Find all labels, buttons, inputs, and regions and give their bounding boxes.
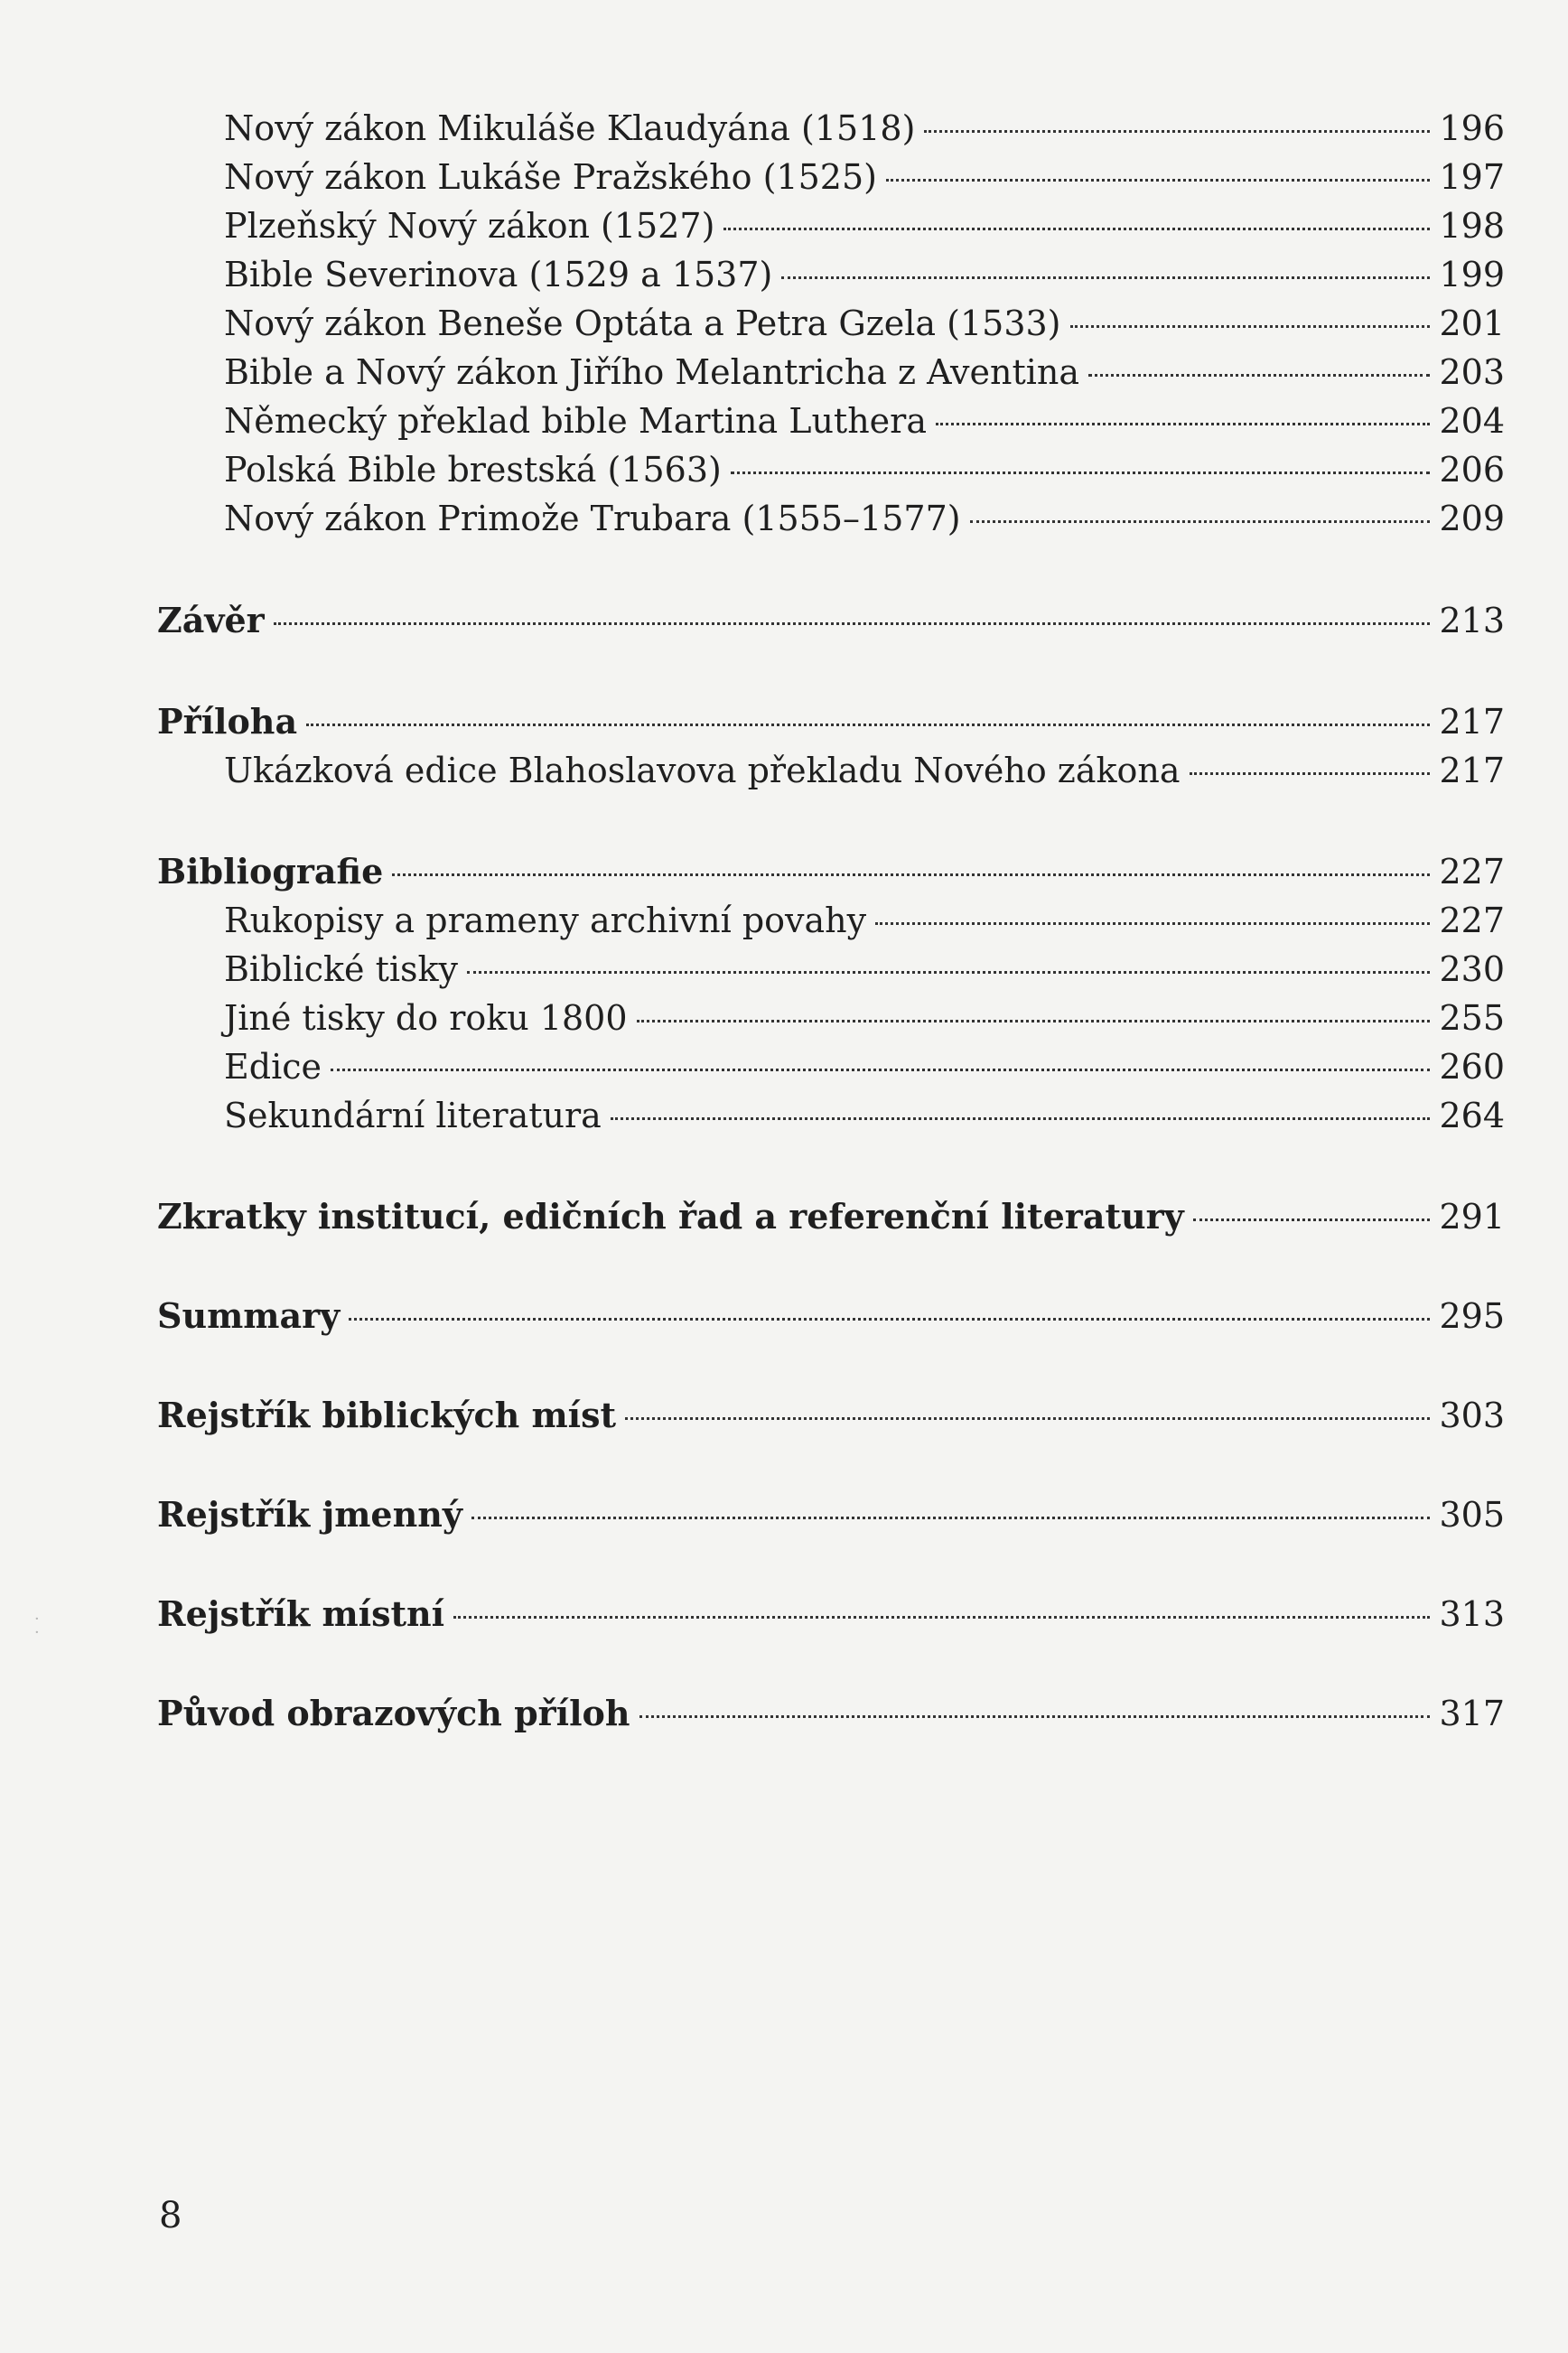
toc-entry-label: Sekundární literatura: [224, 1096, 602, 1135]
leader-dots: [611, 1117, 1431, 1120]
toc-section-label: Původ obrazových příloh: [157, 1693, 630, 1733]
toc-section: [157, 596, 1505, 645]
page-number: 8: [159, 2195, 182, 2236]
toc-entry: [224, 104, 1505, 153]
toc-entry: [224, 746, 1505, 795]
toc-entry-label: Plzeňský Nový zákon (1527): [224, 206, 715, 246]
toc-entry: [224, 445, 1505, 494]
toc-entry-label: Bible a Nový zákon Jiřího Melantricha z Aventina: [224, 352, 1080, 392]
toc-section: [157, 847, 1505, 896]
toc-entry: [224, 397, 1505, 445]
toc-section-label: Bibliografie: [157, 851, 384, 892]
leader-dots: [723, 228, 1430, 230]
leader-dots: [936, 423, 1430, 425]
leader-dots: [331, 1069, 1430, 1071]
toc-entry-label: Ukázková edice Blahoslavova překladu Nového zákona: [224, 751, 1181, 790]
leader-dots: [1193, 1219, 1431, 1221]
toc-section-label: Rejstřík jmenný: [157, 1494, 462, 1535]
toc-entry-label: Polská Bible brestská (1563): [224, 450, 722, 490]
toc-entry-page: 230: [1439, 949, 1505, 989]
toc-section-label: Summary: [157, 1295, 341, 1336]
toc-section-label: Rejstřík místní: [157, 1593, 445, 1634]
toc-entry-page: 206: [1439, 450, 1505, 490]
toc-entry-label: Nový zákon Beneše Optáta a Petra Gzela (1533): [224, 303, 1061, 343]
toc-section-page: 305: [1439, 1495, 1505, 1535]
toc-section-page: 217: [1439, 702, 1505, 742]
leader-dots: [1070, 325, 1431, 328]
toc-entry-label: Rukopisy a prameny archivní povahy: [224, 901, 867, 940]
toc-section: [157, 1391, 1505, 1440]
toc-section-page: 295: [1439, 1296, 1505, 1336]
toc-section: [157, 1490, 1505, 1539]
toc-entry-page: 196: [1439, 108, 1505, 148]
toc-entry: [224, 945, 1505, 994]
leader-dots: [306, 724, 1430, 726]
toc-entry-label: Biblické tisky: [224, 949, 459, 989]
toc-entry-label: Nový zákon Primože Trubara (1555–1577): [224, 499, 961, 538]
toc-entry-page: 227: [1439, 901, 1505, 940]
toc-entry-page: 201: [1439, 303, 1505, 343]
leader-dots: [625, 1417, 1430, 1420]
toc-entry-page: 264: [1439, 1096, 1505, 1135]
leader-dots: [471, 1517, 1431, 1519]
toc-section-label: Zkratky institucí, edičních řad a referenční literatury: [157, 1196, 1184, 1237]
leader-dots: [924, 130, 1430, 133]
toc-section-page: 291: [1439, 1197, 1505, 1237]
leader-dots: [886, 179, 1431, 182]
toc-entry-label: Bible Severinova (1529 a 1537): [224, 255, 773, 294]
toc-entry: [224, 896, 1505, 945]
toc-entry-page: 260: [1439, 1047, 1505, 1087]
toc-section-page: 303: [1439, 1396, 1505, 1435]
toc-entry: [224, 994, 1505, 1042]
toc-entry-label: Edice: [224, 1047, 322, 1087]
toc-entry-page: 255: [1439, 998, 1505, 1038]
toc-entry-page: 198: [1439, 206, 1505, 246]
toc-entry-page: 209: [1439, 499, 1505, 538]
toc-section: [157, 1689, 1505, 1738]
toc-section-label: Rejstřík biblických míst: [157, 1395, 617, 1435]
toc-entry: [224, 494, 1505, 543]
leader-dots: [467, 971, 1430, 974]
toc-entry-page: 203: [1439, 352, 1505, 392]
toc-entry: [224, 1091, 1505, 1140]
toc-section: [157, 697, 1505, 746]
toc-entry: [224, 1042, 1505, 1091]
toc-section-page: 227: [1439, 852, 1505, 892]
leader-dots: [731, 472, 1431, 474]
toc-section-label: Závěr: [157, 600, 265, 640]
toc-entry-label: Nový zákon Lukáše Pražského (1525): [224, 157, 877, 197]
toc-entry: [224, 348, 1505, 397]
toc-entry: [224, 153, 1505, 201]
leader-dots: [875, 922, 1430, 925]
leader-dots: [1088, 374, 1430, 377]
toc-entry-label: Jiné tisky do roku 1800: [224, 998, 628, 1038]
toc-section-page: 317: [1439, 1694, 1505, 1733]
scan-speck: · ·: [34, 1610, 40, 1642]
leader-dots: [781, 276, 1430, 279]
toc-entry: [224, 299, 1505, 348]
toc-entry: [224, 250, 1505, 299]
leader-dots: [274, 622, 1431, 625]
toc-entry: [224, 201, 1505, 250]
leader-dots: [970, 520, 1431, 523]
toc-section-label: Příloha: [157, 701, 298, 742]
toc-section: [157, 1292, 1505, 1340]
toc-entry-page: 217: [1439, 751, 1505, 790]
leader-dots: [637, 1020, 1431, 1022]
toc-entry-label: Německý překlad bible Martina Luthera: [224, 401, 927, 441]
toc-entry-page: 197: [1439, 157, 1505, 197]
toc-section-page: 313: [1439, 1594, 1505, 1634]
toc-section: [157, 1590, 1505, 1639]
toc-entry-label: Nový zákon Mikuláše Klaudyána (1518): [224, 108, 916, 148]
toc-section: [157, 1192, 1505, 1241]
leader-dots: [349, 1318, 1430, 1321]
leader-dots: [392, 873, 1430, 876]
leader-dots: [453, 1616, 1430, 1619]
leader-dots: [639, 1715, 1431, 1718]
toc-section-page: 213: [1439, 601, 1505, 640]
toc-entry-page: 199: [1439, 255, 1505, 294]
toc-entry-page: 204: [1439, 401, 1505, 441]
leader-dots: [1190, 772, 1431, 775]
